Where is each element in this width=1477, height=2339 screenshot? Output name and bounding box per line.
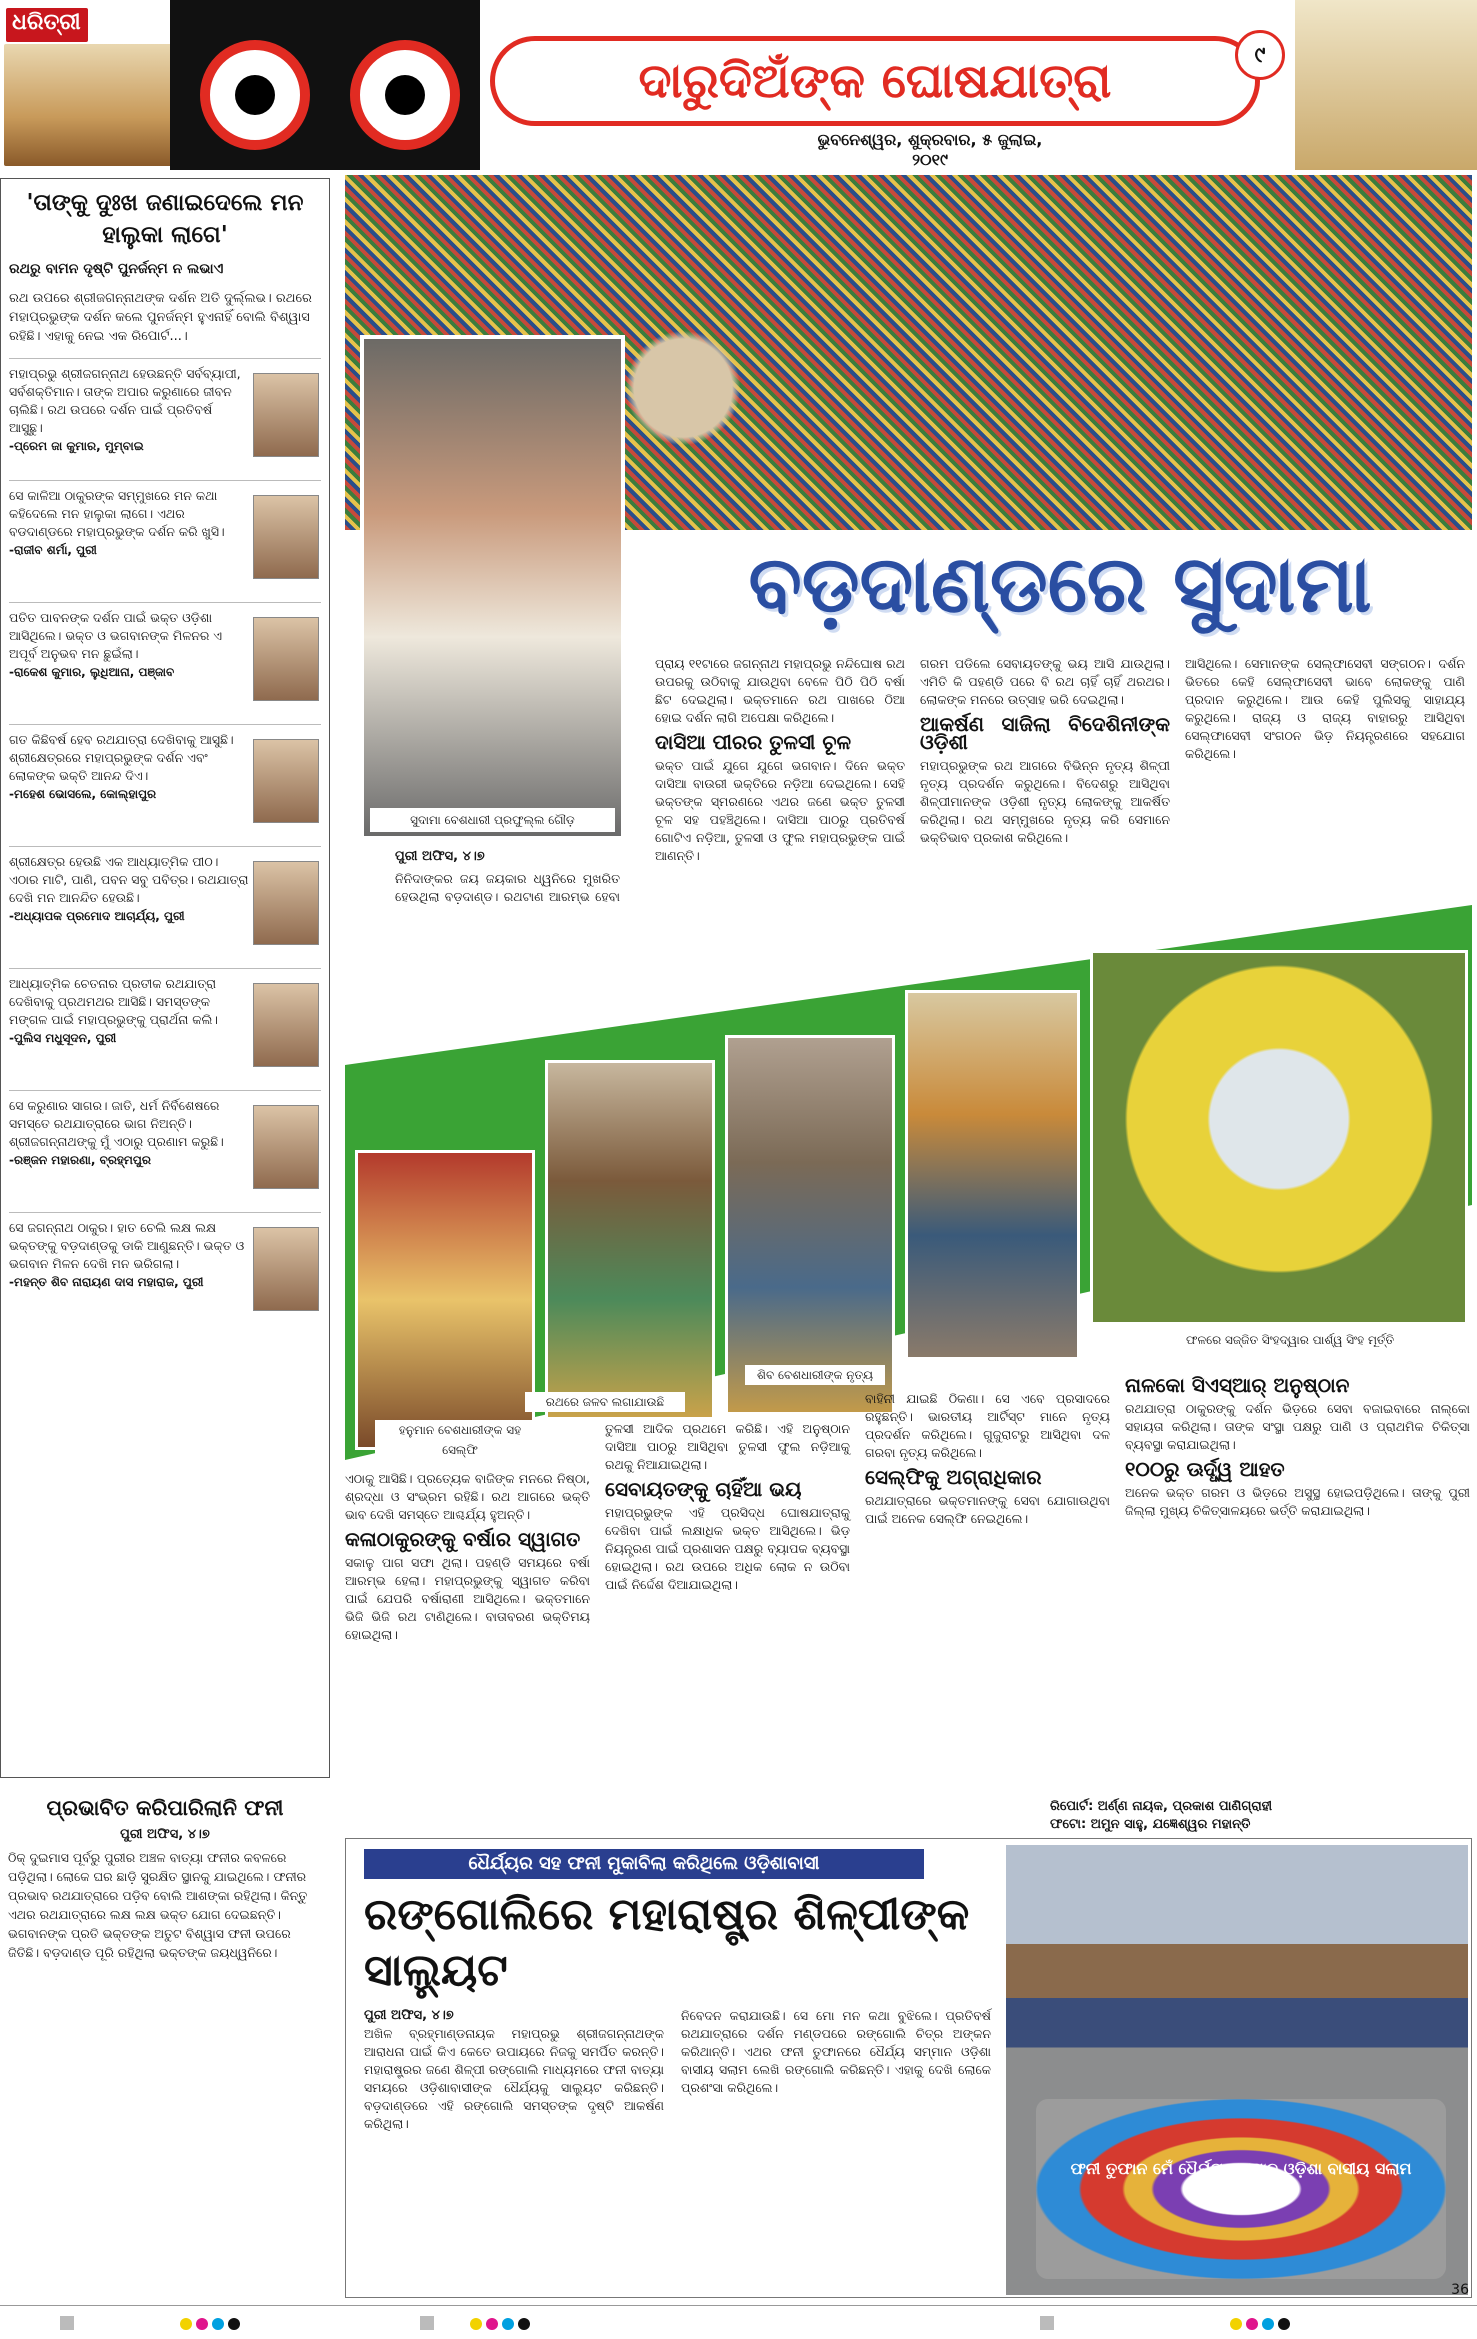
main-story-col4: ଆସିଥିଲେ। ସେମାନଙ୍କ ସେଲ୍ଫାସେବୀ ସଙ୍ଗଠନ। ଦର୍ଶନ ଭିତରେ କେହି ସେଲ୍ଫାସେବୀ ଭାବେ ଲୋକଙ୍କୁ ପାଣି ପ୍ରଦାନ କରୁଥିଲେ। ଆଉ କେହି ପୁଲିସକୁ ସାହାଯ୍ୟ କରୁଥିଲେ। ରାଜ୍ୟ ଓ ରାଜ୍ୟ ବାହାରରୁ ଆସିଥିବା ସେଲ୍ଫାସେବୀ ସଂଗଠନ ଭିଡ଼ ନିୟନ୍ତ୍ରଣରେ ସହଯୋଗ କରିଥିଲେ। — [1185, 656, 1465, 761]
lower-col4-subhead: ୧୦୦ରୁ ଊର୍ଦ୍ଧ୍ୱ ଆହତ — [1125, 1457, 1285, 1481]
reaction-author: -ପୁଲିସ ମଧୁସୂଦନ, ପୁରୀ — [9, 1031, 117, 1045]
rangoli-dateline: ପୁରୀ ଅଫିସ, ୪।୭ — [364, 2008, 454, 2023]
col2-para-b: ଭକ୍ତ ପାଇଁ ଯୁଗେ ଯୁଗେ ଭଗବାନ। ଦିନେ ଭକ୍ତ ଦାସିଆ ବାଉରୀ ଭକ୍ତିରେ ନଡ଼ିଆ ଦେଇଥିଲେ। ସେହି ଭକ୍ତଙ୍କ ସ୍ମରଣରେ ଏଥର ଜଣେ ଭକ୍ତ ତୁଳସୀ ଚୂଳ ସହ ପହଞ୍ଚିଥିଲେ। ଦାସିଆ ପାଠରୁ ପ୍ରତିବର୍ଷ ଗୋଟିଏ ନଡ଼ିଆ, ତୁଳସୀ ଓ ଫୁଲ ମହାପ୍ରଭୁଙ୍କ ପାଇଁ ଆଣନ୍ତି। — [655, 758, 905, 863]
story-headline: ପ୍ରଭାବିତ କରିପାରିଲାନି ଫନୀ — [46, 1796, 284, 1820]
registration-square — [60, 2316, 74, 2330]
caption-shiva: ଶିବ ବେଶଧାରୀଙ୍କ ନୃତ୍ୟ — [745, 1365, 885, 1385]
reaction-portrait — [253, 1227, 319, 1311]
reaction-entry — [9, 1212, 321, 1322]
reaction-text: ଶ୍ରୀକ୍ଷେତ୍ର ହେଉଛି ଏକ ଆଧ୍ୟାତ୍ମିକ ପୀଠ। ଏଠାର ମାଟି, ପାଣି, ପବନ ସବୁ ପବିତ୍ର। ରଥଯାତ୍ରା ଦେଖି ମନ ଆନନ୍ଦିତ ହେଉଛି। — [9, 854, 249, 905]
color-registration-marks — [470, 2318, 530, 2330]
lion-statue-photo — [1090, 950, 1468, 1325]
col2-subhead: ଦାସିଆ ପୀରର ତୁଳସୀ ଚୂଳ — [655, 730, 852, 754]
cyan-dot — [212, 2318, 224, 2330]
lower-col2-subhead: ସେବାୟତଙ୍କୁ ଚାହିଁଆ ଭୟ — [605, 1477, 802, 1501]
reaction-portrait — [253, 739, 319, 823]
cyan-dot — [1262, 2318, 1274, 2330]
reaction-entry — [9, 724, 321, 834]
reaction-author: -ମହେଶ ଭୋସଲେ, କୋଲ୍ହାପୁର — [9, 787, 157, 801]
reaction-portrait — [253, 495, 319, 579]
lower-col1 — [345, 1470, 590, 1790]
reaction-entry — [9, 1090, 321, 1200]
left-bottom-story — [0, 1790, 330, 2290]
reaction-text: ଗତ କିଛିବର୍ଷ ହେବ ରଥଯାତ୍ରା ଦେଖିବାକୁ ଆସୁଛି। ଶ୍ରୀକ୍ଷେତ୍ରରେ ମହାପ୍ରଭୁଙ୍କ ଦର୍ଶନ ଏବଂ ଲୋକଙ୍କ ଭକ୍ତି ଆନନ୍ଦ ଦିଏ। — [9, 732, 234, 783]
reaction-portrait — [253, 1105, 319, 1189]
rangoli-col1-text: ଅଖିଳ ବ୍ରହ୍ମାଣ୍ଡନାୟକ ମହାପ୍ରଭୁ ଶ୍ରୀଜଗନ୍ନାଥଙ୍କ ଆରାଧନା ପାଇଁ କିଏ କେତେ ଉପାୟରେ ନିଜକୁ ସମର୍ପିତ କରନ୍ତି। ମହାରାଷ୍ଟ୍ରର ଜଣେ ଶିଳ୍ପୀ ରଙ୍ଗୋଲି ମାଧ୍ୟମରେ ଫନୀ ବାତ୍ୟା ସମୟରେ ଓଡ଼ିଶାବାସୀଙ୍କ ଧୈର୍ଯ୍ୟକୁ ସାଲ୍ୟୁଟ କରିଛନ୍ତି। ବଡ଼ଦାଣ୍ଡରେ ଏହି ରଙ୍ଗୋଲି ସମସ୍ତଙ୍କ ଦୃଷ୍ଟି ଆକର୍ଷଣ କରିଥିଲା। — [364, 2026, 664, 2131]
reaction-text: ସେ କାଳିଆ ଠାକୁରଙ୍କ ସମ୍ମୁଖରେ ମନ କଥା କହିଦେଲେ ମନ ହାଲୁକା ଲାଗେ। ଏଥର ବଡଦାଣ୍ଡରେ ମହାପ୍ରଭୁଙ୍କ ଦର୍ଶନ କରି ଖୁସି। — [9, 488, 225, 539]
left-column-headline: 'ତାଙ୍କୁ ଦୁଃଖ ଜଣାଇଦେଲେ ମନ ହାଲୁକା ଲାଗେ' — [26, 190, 304, 248]
rangoli-artwork — [1036, 2099, 1446, 2279]
reaction-entry — [9, 358, 321, 468]
registration-square — [1040, 2316, 1054, 2330]
chariot-image — [1295, 0, 1477, 170]
page-number: 36 — [1451, 2282, 1469, 2298]
left-column-intro: ରଥ ଉପରେ ଶ୍ରୀଜଗନ୍ନାଥଙ୍କ ଦର୍ଶନ ଅତି ଦୁର୍ଲ୍ଲଭ। ରଥରେ ମହାପ୍ରଭୁଙ୍କ ଦର୍ଶନ କଲେ ପୁନର୍ଜନ୍ମ ହୁଏନାହିଁ ବୋଲି ବିଶ୍ୱାସ ରହିଛି। ଏହାକୁ ନେଇ ଏକ ରିପୋର୍ଟ...। — [9, 291, 312, 344]
main-story-col1-text: ନିନିଦାଙ୍କର ଜୟ ଜୟକାର ଧ୍ୱନିରେ ମୁଖରିତ ହେଉଥିଲା ବଡ଼ଦାଣ୍ଡ। ରଥଟାଣ ଆରମ୍ଭ ହେବା — [395, 871, 620, 904]
caption-lion: ଫଳରେ ସଜ୍ଜିତ ସିଂହଦ୍ୱାର ପାର୍ଶ୍ୱ ସିଂହ ମୂର୍ତ୍ତି — [1125, 1330, 1455, 1350]
shiva-dance-photo — [725, 1035, 895, 1415]
reaction-text: ପତିତ ପାବନଙ୍କ ଦର୍ଶନ ପାଇଁ ଭକ୍ତ ଓଡ଼ିଶା ଆସିଥିଲେ। ଭକ୍ତ ଓ ଭଗବାନଙ୍କ ମିଳନର ଏ ଅପୂର୍ବ ଅନୁଭବ ମନ ଛୁଇଁଲା। — [9, 610, 223, 661]
lower-col3-para-b: ରଥଯାତ୍ରାରେ ଭକ୍ତମାନଙ୍କୁ ସେବା ଯୋଗାଉଥିବା ପାଇଁ ଅନେକ ସେଲ୍ଫି ନେଇଥିଲେ। — [865, 1493, 1110, 1526]
report-credit: ରିପୋର୍ଟ: ଅର୍ଣ୍ଣ ନାୟକ, ପ୍ରକାଶ ପାଣିଗ୍ରାହୀ ଫଟୋ: ଅମୁନ ସାହୁ, ଯଜ୍ଞେଶ୍ୱର ମହାନ୍ତି — [1050, 1799, 1273, 1832]
story-dateline: ପୁରୀ ଅଫିସ, ୪।୭ — [120, 1827, 210, 1842]
col2-para: ପ୍ରାୟ ୧୧ଟାରେ ଜଗନ୍ନାଥ ମହାପ୍ରଭୁ ନନ୍ଦିଘୋଷ ରଥ ଉପରକୁ ଉଠିବାକୁ ଯାଉଥିବା ବେଳେ ପିଠି ପିଠି ବର୍ଷା ଛିଟ ଦେଇଥିଲା। ଭକ୍ତମାନେ ରଥ ପାଖରେ ଠିଆ ହୋଇ ଦର୍ଶନ ଲାଗି ଅପେକ୍ଷା କରିଥିଲେ। — [655, 656, 905, 725]
magenta-dot — [486, 2318, 498, 2330]
main-dateline: ପୁରୀ ଅଫିସ, ୪।୭ — [395, 849, 485, 864]
reaction-author: -ଅଧ୍ୟାପକ ପ୍ରମୋଦ ଆଚାର୍ଯ୍ୟ, ପୁରୀ — [9, 909, 185, 923]
lower-col3-subhead: ସେଲ୍ଫିକୁ ଅଗ୍ରାଧିକାର — [865, 1465, 1042, 1489]
page-number-badge: ୯ — [1235, 30, 1285, 80]
reaction-text: ମହାପ୍ରଭୁ ଶ୍ରୀଜଗନ୍ନାଥ ହେଉଛନ୍ତି ସର୍ବବ୍ୟାପୀ, ସର୍ବଶକ୍ତିମାନ। ତାଙ୍କ ଅପାର କରୁଣାରେ ଜୀବନ ଚାଲିଛି। ରଥ ଉପରେ ଦର୍ଶନ ପାଇଁ ପ୍ରତିବର୍ଷ ଆସୁଛୁ। — [9, 366, 241, 435]
black-dot — [1278, 2318, 1290, 2330]
rangoli-story-box — [345, 1838, 1472, 2298]
reaction-portrait — [253, 861, 319, 945]
left-column-subhead: ରଥରୁ ବାମନ ଦୃଷ୍ଟି ପୁନର୍ଜନ୍ମ ନ ଲଭାଏ — [9, 261, 224, 277]
lower-col1-subhead: କଳାଠାକୁରଙ୍କୁ ବର୍ଷାର ସ୍ୱାଗତ — [345, 1527, 581, 1551]
rangoli-col2: ନିବେଦନ କରାଯାଉଛି। ସେ ମୋ ମନ କଥା ବୁଝିଲେ। ପ୍ରତିବର୍ଷ ରଥଯାତ୍ରାରେ ଦର୍ଶନ ମଣ୍ଡପରେ ରଙ୍ଗୋଲି ଚିତ୍ର ଅଙ୍କନ କରିଥାନ୍ତି। ଏଥର ଫନୀ ତୁଫାନରେ ଧୈର୍ଯ୍ୟ ସମ୍ମାନ ଓଡ଼ିଶା ବାସୀୟ ସଲାମ ଲେଖି ରଙ୍ଗୋଲି କରିଛନ୍ତି। ଏହାକୁ ଦେଖି ଲୋକେ ପ୍ରଶଂସା କରିଥିଲେ। — [681, 2008, 991, 2095]
yellow-dot — [180, 2318, 192, 2330]
reaction-portrait — [253, 983, 319, 1067]
reaction-entry — [9, 846, 321, 956]
reaction-entry — [9, 480, 321, 590]
magenta-dot — [1246, 2318, 1258, 2330]
lower-col4-para-b: ଅନେକ ଭକ୍ତ ଗରମ ଓ ଭିଡ଼ରେ ଅସୁସ୍ଥ ହୋଇପଡ଼ିଥିଲେ। ତାଙ୍କୁ ପୁରୀ ଜିଲ୍ଲା ମୁଖ୍ୟ ଚିକିତ୍ସାଳୟରେ ଭର୍ତ୍ତି କରାଯାଇଥିଲା। — [1125, 1485, 1470, 1518]
left-eye-icon — [200, 40, 310, 150]
reaction-text: ସେ କରୁଣାର ସାଗର। ଜାତି, ଧର୍ମ ନିର୍ବିଶେଷରେ ସମସ୍ତେ ରଥଯାତ୍ରାରେ ଭାଗ ନିଅନ୍ତି। ଶ୍ରୀଜଗନ୍ନାଥଙ୍କୁ ମୁଁ ଏଠାରୁ ପ୍ରଣାମ କରୁଛି। — [9, 1098, 224, 1149]
reaction-author: -ରଞ୍ଜନ ମହାରଣା, ବ୍ରହ୍ମପୁର — [9, 1153, 151, 1167]
main-headline: ବଡ଼ଦାଣ୍ଡରେ ସୁଦାମା — [748, 540, 1372, 630]
lower-col2-para-b: ମହାପ୍ରଭୁଙ୍କ ଏହି ପ୍ରସିଦ୍ଧ ଘୋଷଯାତ୍ରାକୁ ଦେଖିବା ପାଇଁ ଲକ୍ଷାଧିକ ଭକ୍ତ ଆସିଥିଲେ। ଭିଡ଼ ନିୟନ୍ତ୍ରଣ ପାଇଁ ପ୍ରଶାସନ ପକ୍ଷରୁ ବ୍ୟାପକ ବ୍ୟବସ୍ଥା ହୋଇଥିଲା। ରଥ ଉପରେ ଅଧିକ ଲୋକ ନ ଉଠିବା ପାଇଁ ନିର୍ଦ୍ଦେଶ ଦିଆଯାଇଥିଲା। — [605, 1505, 850, 1592]
color-registration-marks — [180, 2318, 240, 2330]
color-registration-marks — [1230, 2318, 1290, 2330]
reaction-text: ଆଧ୍ୟାତ୍ମିକ ଚେତନାର ପ୍ରତୀକ ରଥଯାତ୍ରା ଦେଖିବାକୁ ପ୍ରଥମଥର ଆସିଛି। ସମସ୍ତଙ୍କ ମଙ୍ଗଳ ପାଇଁ ମହାପ୍ରଭୁଙ୍କୁ ପ୍ରାର୍ଥନା କଲି। — [9, 976, 218, 1027]
rangoli-col1 — [364, 2007, 664, 2292]
black-dot — [228, 2318, 240, 2330]
main-story-col3 — [920, 655, 1170, 905]
main-story-col2 — [655, 655, 905, 905]
lower-col2-para: ତୁଳସୀ ଆଦିକ ପ୍ରଥମେ କରିଛି। ଏହି ଅନୁଷ୍ଠାନ ଦାସିଆ ପାଠରୁ ଆସିଥିବା ତୁଳସୀ ଫୁଲ ନଡ଼ିଆକୁ ରଥକୁ ନିଆଯାଇଥିଲା। — [605, 1421, 850, 1472]
lower-col4 — [1125, 1370, 1470, 1790]
jagannath-eyes-graphic — [170, 0, 480, 170]
rangoli-photo-caption: ଫନୀ ତୁଫାନ ମେଁ ଧୈର୍ଯ୍ୟ ସମ୍ମାନ ଓଡ଼ିଶା ବାସୀୟ ସଲାମ — [1070, 2159, 1412, 2178]
black-dot — [518, 2318, 530, 2330]
caption-chariot: ରଥରେ ଜଳବ ଲଗାଯାଉଛି — [525, 1392, 685, 1412]
temple-image — [4, 44, 174, 166]
yellow-dot — [1230, 2318, 1242, 2330]
story-body: ଠିକ୍ ଦୁଇମାସ ପୂର୍ବରୁ ପୁରୀର ଅଞ୍ଚଳ ବାତ୍ୟା ଫନୀର କବଳରେ ପଡ଼ିଥିଲା। ଲୋକେ ଘର ଛାଡ଼ି ସୁରକ୍ଷିତ ସ୍ଥାନକୁ ଯାଇଥିଲେ। ଫନୀର ପ୍ରଭାବ ରଥଯାତ୍ରାରେ ପଡ଼ିବ ବୋଲି ଆଶଙ୍କା ରହିଥିଲା। କିନ୍ତୁ ଏଥର ରଥଯାତ୍ରାରେ ଲକ୍ଷ ଲକ୍ଷ ଭକ୍ତ ଯୋଗ ଦେଇଛନ୍ତି। ଭଗବାନଙ୍କ ପ୍ରତି ଭକ୍ତଙ୍କ ଅତୁଟ ବିଶ୍ୱାସ ଫନୀ ଉପରେ ଜିତିଛି। ବଡ଼ଦାଣ୍ଡ ପୂରି ରହିଥିଲା ଭକ୍ତଙ୍କ ଜୟଧ୍ୱନିରେ। — [8, 1850, 308, 1960]
reaction-author: -ରାକେଶ କୁମାର, ଲୁଧିଆନା, ପଞ୍ଜାବ — [9, 665, 175, 679]
newspaper-logo: ଧରିତ୍ରୀ — [6, 8, 88, 42]
yellow-dot — [470, 2318, 482, 2330]
page-title-frame — [490, 36, 1260, 126]
reaction-entry — [9, 602, 321, 712]
reaction-author: -ରାଜୀବ ଶର୍ମା, ପୁରୀ — [9, 543, 97, 557]
rangoli-tagline: ଧୈର୍ଯ୍ୟର ସହ ଫନୀ ମୁକାବିଲା କରିଥିଲେ ଓଡ଼ିଶାବାସୀ — [364, 1849, 924, 1879]
reaction-entry — [9, 968, 321, 1078]
col3-para: ଗରମ ପଡିଲେ ସେବାୟତଙ୍କୁ ଭୟ ଆସି ଯାଉଥିଲା। ଏମିତି କି ପହଣ୍ଡି ପରେ ବି ରଥ ଚାହିଁ ଚାହିଁ ଥରଥର। ଲୋକଙ୍କ ମନରେ ଉତ୍ସାହ ଭରି ଦେଇଥିଲା। — [920, 656, 1170, 707]
reaction-author: -ମହନ୍ତ ଶିବ ନାରାୟଣ ଦାସ ମହାରାଜ, ପୁରୀ — [9, 1275, 204, 1289]
lower-col3 — [865, 1390, 1110, 1790]
lower-col1-para: ଏଠାକୁ ଆସିଛି। ପ୍ରତ୍ୟେକ ବାଜିଙ୍କ ମନରେ ନିଷ୍ଠା, ଶ୍ରଦ୍ଧା ଓ ସଂଭ୍ରମ ରହିଛି। ରଥ ଆଗରେ ଭକ୍ତି ଭାବ ଦେଖି ସମସ୍ତେ ଆଶ୍ଚର୍ଯ୍ୟ ହୁଅନ୍ତି। — [345, 1471, 590, 1522]
rangoli-headline: ରଙ୍ଗୋଲିରେ ମହାରାଷ୍ଟ୍ର ଶିଳ୍ପୀଙ୍କ ସାଲ୍ୟୁଟ — [364, 1889, 970, 1996]
left-column-reactions — [0, 178, 330, 1778]
magenta-dot — [196, 2318, 208, 2330]
caption-hanuman: ହନୁମାନ ବେଶଧାରୀଙ୍କ ସହ ସେଲ୍ଫି — [375, 1420, 545, 1460]
sudama-photo — [360, 335, 625, 840]
cyan-dot — [502, 2318, 514, 2330]
reaction-text: ସେ ଜଗନ୍ନାଥ ଠାକୁର। ହାତ ଚେଲି ଲକ୍ଷ ଲକ୍ଷ ଭକ୍ତଙ୍କୁ ବଡ଼ଦାଣ୍ଡକୁ ଡାକି ଆଣୁଛନ୍ତି। ଭକ୍ତ ଓ ଭଗବାନ ମିଳନ ଦେଖି ମନ ଭରିଗଲା। — [9, 1220, 245, 1271]
reaction-author: -ପ୍ରେମ ଜା କୁମାର, ମୁମ୍ବାଇ — [9, 439, 144, 453]
col3-subhead: ଆକର୍ଷଣ ସାଜିଲା ବିଦେଶିନୀଙ୍କ ଓଡ଼ିଶୀ — [920, 712, 1170, 754]
chariot-climb-photo — [545, 1060, 715, 1420]
lower-col4-para: ରଥଯାତ୍ରା ଠାକୁରଙ୍କୁ ଦର୍ଶନ ଭିଡ଼ରେ ସେବା ବଜାଇବାରେ ନାଲ୍‌କୋ ସହାୟତା କରିଥିଲା। ତାଙ୍କ ସଂସ୍ଥା ପକ୍ଷରୁ ପାଣି ଓ ପ୍ରାଥମିକ ଚିକିତ୍ସା ବ୍ୟବସ୍ଥା କରାଯାଇଥିଲା। — [1125, 1401, 1470, 1452]
sudama-photo-caption: ସୁଦାମା ବେଶଧାରୀ ପ୍ରଫୁଲ୍ଲ ଗୌଡ଼ — [370, 808, 615, 832]
reaction-portrait — [253, 617, 319, 701]
col3-para-b: ମହାପ୍ରଭୁଙ୍କ ରଥ ଆଗରେ ବିଭିନ୍ନ ନୃତ୍ୟ ଶିଳ୍ପୀ ନୃତ୍ୟ ପ୍ରଦର୍ଶନ କରୁଥିଲେ। ବିଦେଶରୁ ଆସିଥିବା ଶିଳ୍ପୀମାନଙ୍କ ଓଡ଼ିଶୀ ନୃତ୍ୟ ଲୋକଙ୍କୁ ଆକର୍ଷିତ କରିଥିଲା। ରଥ ସମ୍ମୁଖରେ ନୃତ୍ୟ କରି ସେମାନେ ଭକ୍ତିଭାବ ପ୍ରକାଶ କରିଥିଲେ। — [920, 758, 1170, 845]
lower-col3-para: ବାହିନୀ ଯାଇଛି ଠିକଣା। ସେ ଏବେ ପ୍ରସାଦରେ ରହୁଛନ୍ତି। ଭାରତୀୟ ଆର୍ଟିସ୍ଟ ମାନେ ନୃତ୍ୟ ପ୍ରଦର୍ଶନ କରିଥିଲେ। ଗୁଜୁରାଟରୁ ଆସିଥିବା ଦଳ ଗରବା ନୃତ୍ୟ କରିଥିଲେ। — [865, 1391, 1110, 1460]
hanuman-photo — [355, 1150, 535, 1450]
right-eye-icon — [350, 40, 460, 150]
lower-col1-para-b: ସକାଳୁ ପାଗ ସଫା ଥିଲା। ପହଣ୍ଡି ସମୟରେ ବର୍ଷା ଆରମ୍ଭ ହେଲା। ମହାପ୍ରଭୁଙ୍କୁ ସ୍ୱାଗତ କରିବା ପାଇଁ ଯେପରି ବର୍ଷାରାଣୀ ଆସିଥିଲେ। ଭକ୍ତମାନେ ଭିଜି ଭିଜି ରଥ ଟାଣିଥିଲେ। ବାତାବରଣ ଭକ୍ତିମୟ ହୋଇଥିଲା। — [345, 1555, 590, 1642]
issue-date: ଭୁବନେଶ୍ୱର, ଶୁକ୍ରବାର, ୫ ଜୁଲାଇ, ୨୦୧୯ — [817, 130, 1043, 169]
reaction-portrait — [253, 373, 319, 457]
masthead — [0, 0, 1477, 170]
lower-col2 — [605, 1420, 850, 1790]
page-title: ଦାରୁଦିଅଁଙ୍କ ଘୋଷଯାତ୍ରା — [638, 52, 1112, 109]
lower-col4-head: ନାଳକୋ ସିଏସ୍‌ଆର୍ ଅନୁଷ୍ଠାନ — [1125, 1373, 1350, 1397]
registration-square — [420, 2316, 434, 2330]
dancer-photo — [905, 990, 1080, 1360]
